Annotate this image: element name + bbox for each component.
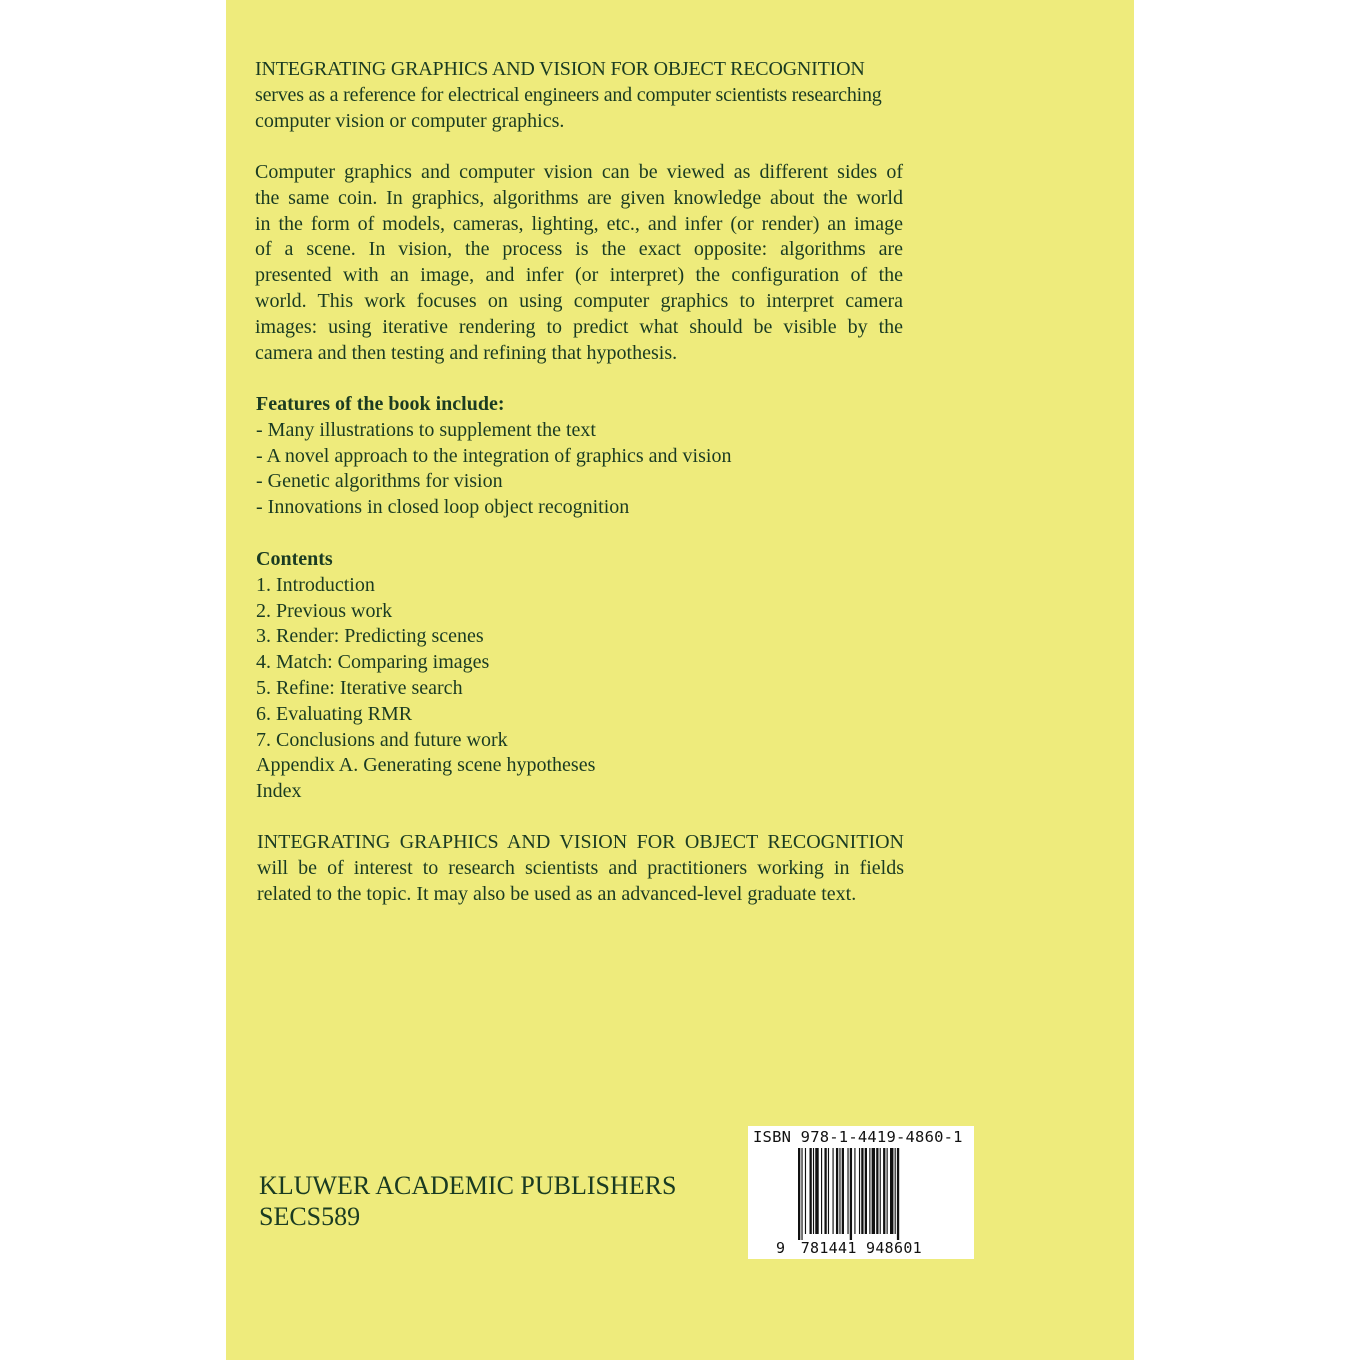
barcode-bar [859, 1148, 860, 1234]
barcode-bar [847, 1148, 848, 1234]
contents-item: 6. Evaluating RMR [256, 702, 413, 725]
barcode-bar [839, 1148, 840, 1234]
features-section [256, 392, 904, 521]
closing-line: related to the topic. It may also be used as an advanced-level graduate text. [257, 882, 857, 905]
barcode-bar [813, 1148, 814, 1234]
publisher-name: KLUWER ACADEMIC PUBLISHERS [259, 1171, 677, 1200]
contents-item: 4. Match: Comparing images [256, 651, 490, 674]
barcode-bar [890, 1148, 893, 1234]
contents-item: 2. Previous work [256, 599, 393, 622]
barcode-bar [836, 1148, 838, 1234]
barcode-bar [850, 1148, 852, 1240]
description-line: of a scene. In vision, the process is the exact opposite: algorithms are [255, 238, 903, 261]
closing-paragraph [257, 830, 904, 907]
barcode-bar [798, 1148, 800, 1240]
isbn-label: ISBN 978-1-4419-4860-1 [753, 1128, 963, 1146]
contents-section [256, 547, 904, 805]
closing-line: will be of interest to research scientists and practitioners working in fields [257, 856, 904, 879]
barcode-bar [883, 1148, 885, 1234]
barcode-bar [872, 1148, 875, 1234]
intro-title: INTEGRATING GRAPHICS AND VISION FOR OBJECT RECOGNITION [255, 58, 865, 80]
description-line: camera and then testing and refining that hypothesis. [255, 341, 678, 364]
contents-item: 1. Introduction [256, 573, 375, 596]
contents-heading: Contents [256, 548, 333, 570]
description-line: images: using iterative rendering to predict what should be visible by the [255, 315, 903, 338]
barcode-bar [821, 1148, 822, 1234]
barcode-bar [815, 1148, 818, 1234]
barcode-bar [828, 1148, 829, 1234]
barcode-bar [833, 1148, 834, 1234]
publisher-code: SECS589 [259, 1202, 361, 1231]
barcode-bar [854, 1148, 855, 1234]
description-line: the same coin. In graphics, algorithms are given knowledge about the world [255, 186, 903, 209]
barcode-bar [842, 1148, 844, 1234]
isbn-barcode [748, 1126, 974, 1259]
barcode-digit-first: 9 [776, 1239, 786, 1257]
barcode-bar [810, 1148, 812, 1234]
features-item: - Genetic algorithms for vision [256, 470, 503, 493]
features-heading: Features of the book include: [256, 393, 505, 415]
description-line: Computer graphics and computer vision can be viewed as different sides of [255, 161, 903, 183]
features-item: - Many illustrations to supplement the text [256, 418, 596, 441]
barcode-digits [776, 1239, 922, 1257]
barcode-bar [869, 1148, 870, 1234]
intro-paragraph [255, 57, 903, 134]
barcode-bar [895, 1148, 896, 1234]
barcode-bar [897, 1148, 899, 1240]
description-line: in the form of models, cameras, lighting, etc., and infer (or render) an image [255, 212, 903, 235]
barcode-bar [861, 1148, 863, 1234]
barcode-bar [876, 1148, 878, 1234]
features-item: - A novel approach to the integration of graphics and vision [256, 444, 732, 467]
barcode-bar [887, 1148, 888, 1234]
description-paragraph [255, 160, 903, 366]
intro-line: serves as a reference for electrical engineers and computer scientists researching [255, 83, 882, 106]
description-line: presented with an image, and infer (or interpret) the configuration of the [255, 264, 903, 287]
contents-item: 7. Conclusions and future work [256, 728, 508, 751]
contents-item: Appendix A. Generating scene hypotheses [256, 754, 596, 777]
barcode-digits-rest: 781441 948601 [800, 1239, 922, 1257]
barcode-bars [798, 1148, 928, 1240]
barcode-bar [805, 1148, 806, 1234]
barcode-bar [801, 1148, 802, 1240]
contents-item: 3. Render: Predicting scenes [256, 625, 484, 648]
barcode-bar [824, 1148, 826, 1234]
description-line: world. This work focuses on using computer graphics to interpret camera [255, 289, 903, 312]
features-item: - Innovations in closed loop object recognition [256, 496, 630, 519]
closing-title: INTEGRATING GRAPHICS AND VISION FOR OBJECT RECOGNITION [257, 831, 904, 853]
publisher-block [259, 1170, 676, 1232]
barcode-bar [865, 1148, 867, 1234]
contents-item: Index [256, 780, 302, 803]
barcode-bar [880, 1148, 881, 1234]
contents-item: 5. Refine: Iterative search [256, 676, 463, 699]
intro-line: computer vision or computer graphics. [255, 109, 565, 132]
